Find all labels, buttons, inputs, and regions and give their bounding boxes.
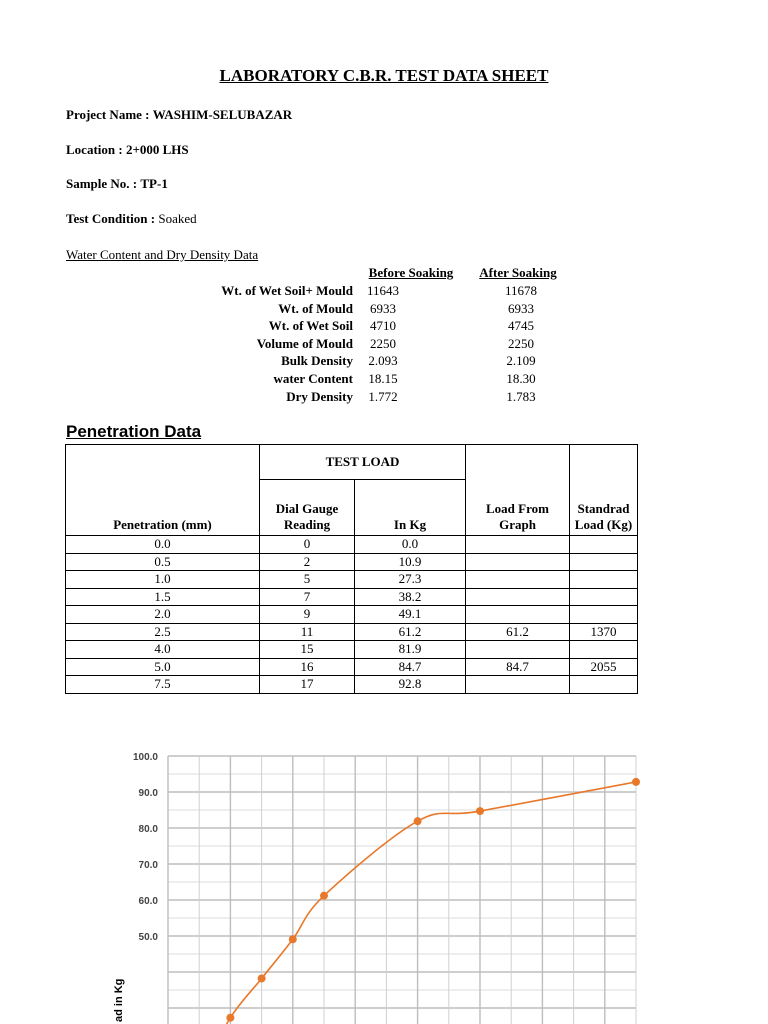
y-axis-label: ad in Kg — [113, 978, 125, 1022]
cell-dial: 11 — [260, 623, 355, 641]
header-standard-load: Standrad Load (Kg) — [570, 445, 638, 536]
data-point — [476, 807, 484, 815]
water-content-title: Water Content and Dry Density Data — [66, 247, 259, 262]
table-row — [66, 676, 638, 694]
wc-before-value: 6933 — [370, 300, 396, 316]
wc-label: Wt. of Wet Soil+ Mould — [221, 283, 353, 298]
load-curve — [168, 782, 636, 1024]
y-tick-labels — [133, 752, 158, 943]
penetration-title: Penetration Data — [66, 422, 202, 441]
cell-graph — [466, 641, 570, 659]
wc-label: Wt. of Wet Soil — [268, 318, 353, 334]
header-in-kg: In Kg — [355, 480, 466, 536]
cell-std — [570, 553, 638, 571]
cell-pen: 5.0 — [66, 658, 260, 676]
wc-after-value: 2.109 — [506, 353, 536, 369]
data-point — [258, 974, 266, 982]
load-penetration-chart — [108, 740, 648, 1024]
cell-dial: 5 — [260, 571, 355, 589]
test-condition — [66, 211, 197, 227]
sample-no — [66, 176, 168, 192]
table-row — [66, 623, 638, 641]
wc-before-value: 4710 — [370, 318, 396, 334]
cell-kg: 27.3 — [355, 571, 466, 589]
cell-graph — [466, 571, 570, 589]
wc-after-value: 1.783 — [506, 388, 536, 404]
cell-pen: 1.5 — [66, 588, 260, 606]
wc-after-value: 2250 — [508, 335, 534, 351]
data-points — [164, 778, 640, 1024]
cell-std — [570, 536, 638, 554]
data-point — [289, 935, 297, 943]
wc-label: Volume of Mould — [256, 335, 353, 351]
data-point — [320, 892, 328, 900]
wc-after-value: 11678 — [504, 283, 538, 298]
header-penetration: Penetration (mm) — [66, 445, 260, 536]
cell-kg: 61.2 — [355, 623, 466, 641]
cell-std — [570, 676, 638, 694]
cell-dial: 17 — [260, 676, 355, 694]
cell-dial: 0 — [260, 536, 355, 554]
table-row — [66, 588, 638, 606]
wc-label: Bulk Density — [281, 353, 353, 369]
cell-kg: 10.9 — [355, 553, 466, 571]
cell-pen: 0.0 — [66, 536, 260, 554]
condition-value: Soaked — [158, 211, 197, 226]
location — [66, 142, 189, 158]
y-tick-label: 90.0 — [138, 788, 158, 799]
penetration-rows — [66, 536, 638, 694]
wc-after-value: 6933 — [508, 300, 534, 316]
wc-after-value: 18.30 — [506, 371, 536, 386]
table-row — [66, 536, 638, 554]
cell-graph — [466, 676, 570, 694]
cell-kg: 49.1 — [355, 606, 466, 624]
y-tick-label: 80.0 — [138, 824, 158, 835]
data-point — [632, 778, 640, 786]
sample-label: Sample No. : — [66, 176, 138, 191]
wc-before-value: 1.772 — [368, 388, 398, 404]
project-label: Project Name : — [66, 107, 150, 122]
header-test-load: TEST LOAD — [260, 445, 466, 480]
cell-dial: 2 — [260, 553, 355, 571]
cell-pen: 0.5 — [66, 553, 260, 571]
header-load-graph: Load From Graph — [466, 445, 570, 536]
penetration-table — [65, 444, 638, 694]
project-name — [66, 107, 292, 123]
cell-graph: 84.7 — [466, 658, 570, 676]
wc-before-value: 18.15 — [368, 371, 398, 386]
table-row — [66, 571, 638, 589]
table-row — [66, 606, 638, 624]
cell-graph — [466, 536, 570, 554]
wc-label: Wt. of Mould — [278, 300, 353, 316]
cell-std — [570, 588, 638, 606]
data-point — [226, 1014, 234, 1022]
cell-kg: 81.9 — [355, 641, 466, 659]
cell-std: 1370 — [570, 623, 638, 641]
cell-dial: 9 — [260, 606, 355, 624]
cell-std — [570, 641, 638, 659]
wc-after-value: 4745 — [508, 318, 534, 334]
cell-kg: 0.0 — [355, 536, 466, 554]
page-title: LABORATORY C.B.R. TEST DATA SHEET — [219, 66, 549, 85]
wc-before-value: 2250 — [370, 335, 396, 351]
cell-graph: 61.2 — [466, 623, 570, 641]
condition-label: Test Condition : — [66, 211, 156, 226]
cell-std — [570, 606, 638, 624]
y-tick-label: 50.0 — [138, 932, 158, 943]
cell-dial: 7 — [260, 588, 355, 606]
cell-dial: 15 — [260, 641, 355, 659]
y-tick-label: 70.0 — [138, 860, 158, 871]
cell-kg: 92.8 — [355, 676, 466, 694]
table-row — [66, 553, 638, 571]
table-row — [66, 658, 638, 676]
project-value: WASHIM-SELUBAZAR — [152, 107, 293, 122]
location-label: Location : — [66, 142, 123, 157]
cell-pen: 2.5 — [66, 623, 260, 641]
cell-pen: 2.0 — [66, 606, 260, 624]
cell-kg: 84.7 — [355, 658, 466, 676]
cell-pen: 1.0 — [66, 571, 260, 589]
cell-dial: 16 — [260, 658, 355, 676]
wc-label: water Content — [273, 371, 353, 386]
wc-label: Dry Density — [286, 388, 353, 404]
col-before-soaking: Before Soaking — [368, 265, 454, 280]
cell-std — [570, 571, 638, 589]
chart-grid — [168, 756, 636, 1024]
header-dial-gauge: Dial Gauge Reading — [260, 480, 355, 536]
data-point — [414, 817, 422, 825]
sample-value: TP-1 — [140, 176, 168, 191]
col-after-soaking: After Soaking — [479, 265, 557, 280]
cell-graph — [466, 588, 570, 606]
cell-pen: 4.0 — [66, 641, 260, 659]
cell-graph — [466, 606, 570, 624]
y-tick-label: 60.0 — [138, 896, 158, 907]
wc-before-value: 11643 — [366, 283, 400, 298]
cell-std: 2055 — [570, 658, 638, 676]
cell-kg: 38.2 — [355, 588, 466, 606]
y-tick-label: 100.0 — [132, 752, 158, 763]
cell-graph — [466, 553, 570, 571]
cell-pen: 7.5 — [66, 676, 260, 694]
wc-before-value: 2.093 — [368, 353, 398, 369]
table-row — [66, 641, 638, 659]
location-value: 2+000 LHS — [125, 142, 189, 157]
